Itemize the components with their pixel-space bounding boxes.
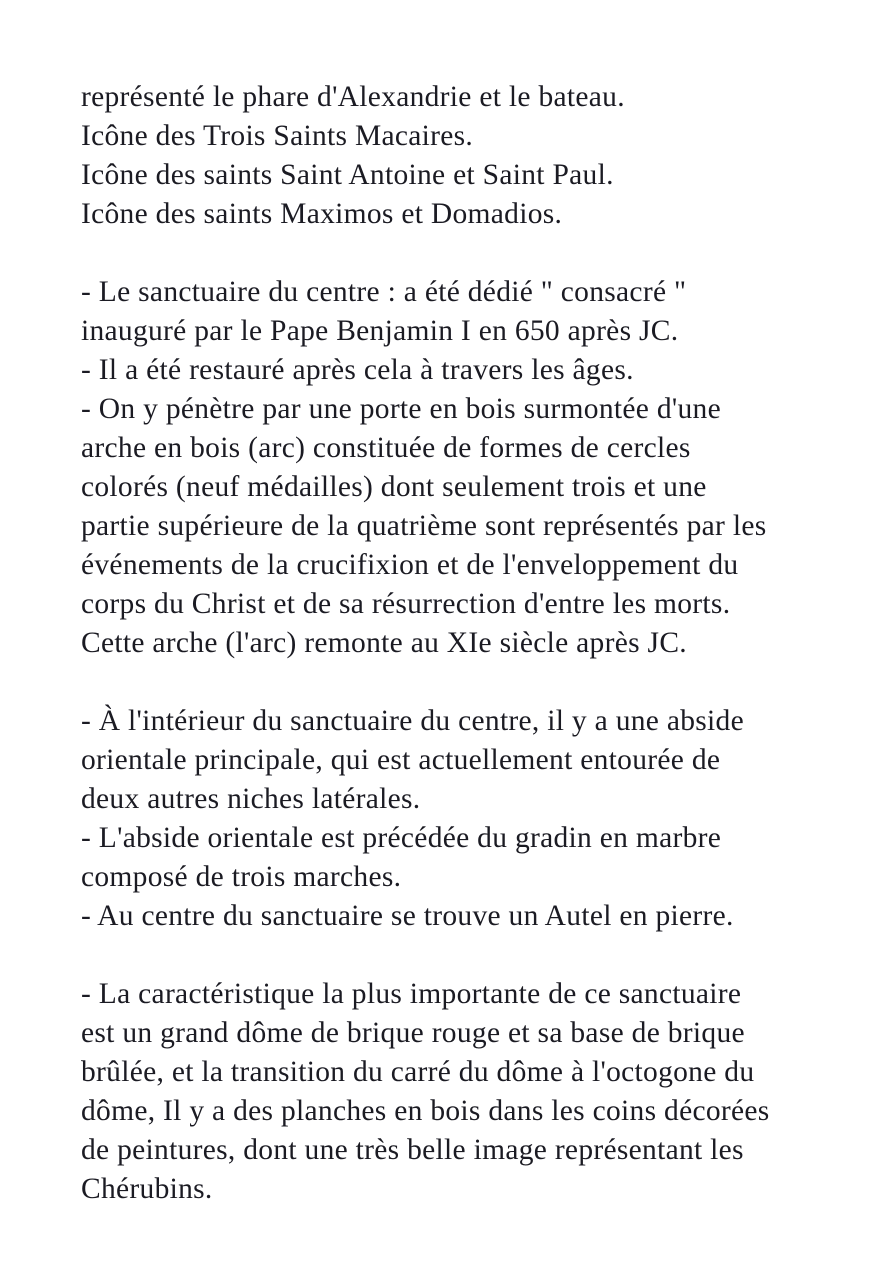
text-line: - La caractéristique la plus importante de ce sanctuaire	[81, 978, 742, 1010]
text-line: Cette arche (l'arc) remonte au XIe siècle après JC.	[81, 627, 687, 659]
text-line: brûlée, et la transition du carré du dôme à l'octogone du	[81, 1056, 755, 1088]
text-line: - À l'intérieur du sanctuaire du centre, il y a une abside	[81, 705, 744, 737]
text-line: dôme, Il y a des planches en bois dans les coins décorées	[81, 1095, 770, 1127]
paragraph-caracteristique-dome	[81, 975, 821, 1209]
text-line: - Au centre du sanctuaire se trouve un Autel en pierre.	[81, 900, 734, 932]
text-line: Icône des saints Maximos et Domadios.	[81, 198, 563, 230]
text-line: deux autres niches latérales.	[81, 783, 421, 815]
text-line: arche en bois (arc) constituée de formes de cercles	[81, 432, 691, 464]
document-text-body	[81, 78, 821, 1209]
text-line: composé de trois marches.	[81, 861, 402, 893]
text-line: est un grand dôme de brique rouge et sa base de brique	[81, 1017, 745, 1049]
text-line: - Le sanctuaire du centre : a été dédié " consacré "	[81, 276, 687, 308]
text-line: - Il a été restauré après cela à travers les âges.	[81, 354, 634, 386]
text-line: représenté le phare d'Alexandrie et le bateau.	[81, 81, 625, 113]
text-line: Chérubins.	[81, 1173, 213, 1205]
text-line: - L'abside orientale est précédée du gradin en marbre	[81, 822, 722, 854]
text-line: partie supérieure de la quatrième sont représentés par les	[81, 510, 767, 542]
text-line: corps du Christ et de sa résurrection d'entre les morts.	[81, 588, 731, 620]
text-line: événements de la crucifixion et de l'enveloppement du	[81, 549, 739, 581]
text-line: inauguré par le Pape Benjamin I en 650 après JC.	[81, 315, 679, 347]
text-line: de peintures, dont une très belle image représentant les	[81, 1134, 744, 1166]
text-line: Icône des saints Saint Antoine et Saint Paul.	[81, 159, 614, 191]
paragraph-sanctuaire-centre	[81, 273, 821, 663]
paragraph-interieur-sanctuaire	[81, 702, 821, 936]
paragraph-icon-list	[81, 78, 821, 234]
text-line: Icône des Trois Saints Macaires.	[81, 120, 474, 152]
text-line: - On y pénètre par une porte en bois surmontée d'une	[81, 393, 721, 425]
text-line: colorés (neuf médailles) dont seulement trois et une	[81, 471, 707, 503]
text-line: orientale principale, qui est actuellement entourée de	[81, 744, 721, 776]
